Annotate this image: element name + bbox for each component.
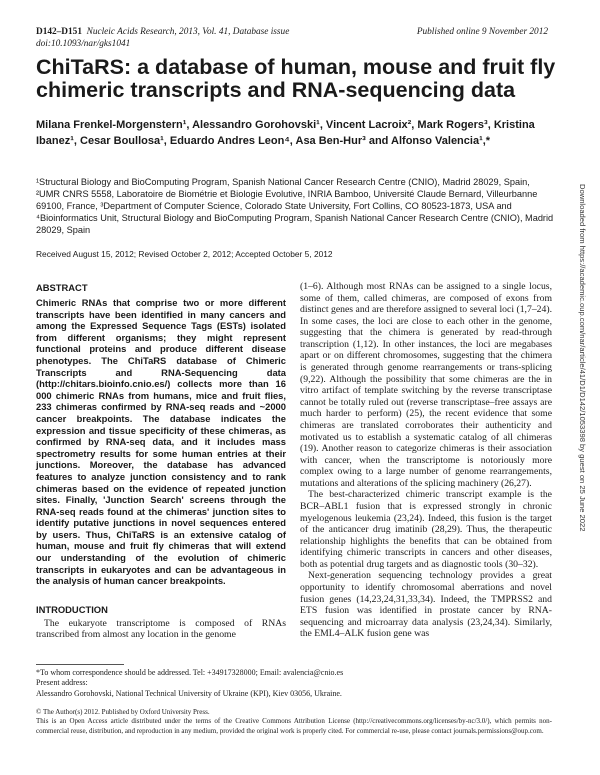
present-address: Alessandro Gorohovski, National Technical University of Ukraine (KPI), Kiev 03056, Ukraine. [36, 688, 342, 698]
left-column [36, 282, 286, 641]
doi: doi:10.1093/nar/gks1041 [36, 39, 131, 49]
paper-title: ChiTaRS: a database of human, mouse and fruit fly chimeric transcripts and RNA-sequencing data [36, 55, 556, 102]
received-dates: Received August 15, 2012; Revised October 2, 2012; Accepted October 5, 2012 [36, 249, 333, 259]
body-paragraph-2: The best-characterized chimeric transcript example is the BCR–ABL1 fusion that is expressed strongly in chronic myelogenous leukemia (23,24). Indeed, this fusion is the target of the anticancer drug imatinib (28,29). Thus, the therapeutic relationship highlights the benefits that can be obtained from identifying chimeric transcripts in cancers and other diseases, both as potential drug targets and as diagnostic tools (30–32). [300, 489, 552, 570]
body-paragraph-3: Next-generation sequencing technology provides a great opportunity to identify chromosomal aberrations and novel fusion genes (14,23,24,31,33,34). Indeed, the TMPRSS2 and ETS fusion was identified in prostate cancer by RNA-sequencing and microarray data analysis (23,24,34). Similarly, the EML4–ALK fusion gene was [300, 570, 552, 640]
correspondence-note: *To whom correspondence should be addressed. Tel: +34917328000; Email: avalencia@cnio.es [36, 668, 344, 677]
author-list: Milana Frenkel-Morgenstern¹, Alessandro Gorohovski¹, Vincent Lacroix², Mark Rogers³, Kristina Ibanez¹, Cesar Boullosa¹, Eduardo Andres Leon⁴, Asa Ben-Hur³ and Alfonso Valencia¹,* [36, 119, 535, 147]
introduction-heading: INTRODUCTION [36, 603, 108, 615]
footnote-rule [36, 664, 124, 665]
footnote [36, 668, 556, 699]
present-address-label: Present address: [36, 678, 88, 688]
body-paragraph-1: (1–6). Although most RNAs can be assigned to a single locus, some of them, called chimeras, are composed of exons from distinct genes and are therefore assigned to several loci (1,7–24). In some cases, the loci are close to each other in the genome, suggesting that the chimera is generated by read-through transcription (1,12). In other instances, the loci are megabases apart or on different chromosomes, suggesting that the chimera is generated through genome rearrangements or trans-splicing (9,22). Although the possibility that some chimeras are the in vitro artifact of template switching by the reverse transcriptase cannot be totally ruled out (reverse transcriptase–free assays are much harder to perform) (25), the recent evidence that some chimeras are translated corroborates their authenticity and motivated us to establish a systematic catalog of all chimeras (19). Another reason to categorize chimeras is their association with cancer, when the transcriptome is notoriously more complex owing to a large number of genome rearrangements, mutations and alterations of the splicing machinery (26,27). [300, 281, 552, 489]
license-text: This is an Open Access article distributed under the terms of the Creative Commons Attribution License (http://creativecommons.org/licenses/by-nc/3.0/), which permits non-commercial reuse, distribution, and reproduction in any medium, provided the original work is properly cited. For commercial re-use, please contact journals.permissions@oup.com. [36, 717, 552, 735]
abstract-heading: ABSTRACT [36, 282, 88, 293]
journal-citation: Nucleic Acids Research, 2013, Vol. 41, Database issue [86, 27, 290, 37]
journal-header [36, 27, 289, 37]
page-range: D142–D151 [36, 27, 82, 37]
abstract-body: Chimeric RNAs that comprise two or more different transcripts have been identified in many cancers and among the Expressed Sequence Tags (ESTs) isolated from different organisms; they might represent functional proteins and produce different disease phenotypes. The ChiTaRS database of Chimeric Transcripts and RNA-Sequencing data (http://chitars.bioinfo.cnio.es/) collects more than 16 000 chimeric RNAs from humans, mice and fruit flies, 233 chimeras confirmed by RNA-seq reads and ~2000 cancer breakpoints. The database indicates the expression and tissue specificity of these chimeras, as confirmed by RNA-seq data, and it includes mass spectrometry results for some human entries at their junctions. Moreover, the database has advanced features to analyze junction consistency and to rank chimeras based on the evidence of repeated junction sites. Finally, 'Junction Search' screens through the RNA-seq reads found at the chimeras' junction sites to identify putative junctions in novel sequences entered by users. Thus, ChiTaRS is an extensive catalog of human, mouse and fruit fly chimeras that will extend our understanding of the evolution of chimeric transcripts in eukaryotes and can be advantageous in the analysis of human cancer breakpoints. [36, 297, 286, 587]
copyright-line: © The Author(s) 2012. Published by Oxford University Press. [36, 708, 210, 716]
download-watermark-text: Downloaded from https://academic.oup.com/nar/article/41/D1/D142/1053398 by guest on 25 June 2022 [578, 184, 587, 532]
right-column [300, 281, 552, 640]
introduction-paragraph: The eukaryote transcriptome is composed of RNAs transcribed from almost any location in the genome [36, 617, 286, 641]
download-watermark [578, 184, 590, 604]
affiliations: ¹Structural Biology and BioComputing Program, Spanish National Cancer Research Centre (CNIO), Madrid 28029, Spain, ²UMR CNRS 5558, Laboratoire de Biométrie et Biologie Evolutive, INRIA Bamboo, Université Claude Bernard, Villeurbanne 69100, France, ³Department of Computer Science, Colorado State University, Fort Collins, CO 80523-1873, USA and ⁴Bioinformatics Unit, Structural Biology and BioComputing Program, Spanish National Cancer Research Centre (CNIO), Madrid 28029, Spain [36, 177, 554, 236]
license-block [36, 708, 552, 736]
published-date: Published online 9 November 2012 [416, 27, 548, 37]
